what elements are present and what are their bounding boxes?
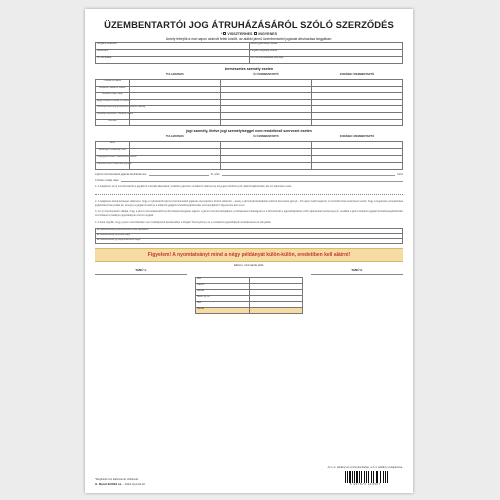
input-cell[interactable] xyxy=(129,99,220,106)
natural-person-title: természetes személy esetén xyxy=(224,67,274,72)
mini-row-label: Az üzembentartói jog átruházásáról szóló nyilatkozat: xyxy=(96,229,403,234)
input-cell[interactable] xyxy=(311,163,402,170)
input-cell[interactable] xyxy=(220,119,311,126)
input-cell[interactable] xyxy=(129,163,220,170)
input-cell[interactable] xyxy=(129,113,220,120)
plate-number-field[interactable]: Forgalmi rendszám: xyxy=(96,43,250,50)
input-cell[interactable] xyxy=(311,156,402,163)
row-label: Képviselő neve / képviselet jogcíme xyxy=(96,163,130,170)
input-cell[interactable] xyxy=(220,106,311,113)
keeper-rights-table xyxy=(95,228,403,244)
col-former-keeper: KORÁBBI ÜZEMBENTARTÓ xyxy=(339,134,375,138)
col-new-keeper: ÚJ ÜZEMBENTARTÓ xyxy=(253,72,279,76)
legal-person-title: jogi személy, illetve jogi személyiséggel nem rendelkező szervezet esetén xyxy=(186,129,312,134)
price-label: A jármű üzembentartói jogának átruházási ára: xyxy=(95,173,147,177)
row-label: Születési családi és utónév xyxy=(96,86,130,93)
vehicle-data-grid xyxy=(95,42,403,64)
witness-row-label: Kelt: xyxy=(196,301,250,307)
chassis-number-field[interactable]: Alvázszám: xyxy=(96,50,250,57)
blank-corner xyxy=(96,73,130,80)
intro-text: Amely létrejött a mai napon alulírott felek között, az alábbi jármű üzembentartói jogának átruházása tárgyában: xyxy=(165,37,333,42)
input-cell[interactable] xyxy=(129,119,220,126)
registration-cert-field[interactable]: Forgalmi engedély száma: xyxy=(249,50,403,57)
input-cell[interactable] xyxy=(129,93,220,100)
clause-1-line[interactable] xyxy=(95,190,403,195)
printer-name: – Pátria Nyomda Zrt. xyxy=(122,483,146,487)
input-cell[interactable] xyxy=(220,156,311,163)
row-label: Családi és utónév xyxy=(96,80,130,87)
input-cell[interactable] xyxy=(311,80,402,87)
payment-label: A fizetés módja, ideje: xyxy=(95,179,120,183)
input-cell[interactable] xyxy=(129,142,220,149)
witness-row-label: Név xyxy=(196,277,250,283)
input-cell[interactable] xyxy=(220,149,311,156)
blank-corner xyxy=(96,135,130,142)
input-cell[interactable] xyxy=(311,99,402,106)
witness-row-label: Aláírás xyxy=(196,289,250,295)
witness-row-label: Szem. ig. sz. xyxy=(196,295,250,301)
footer-left xyxy=(95,478,146,487)
row-label: Születési helye, ideje xyxy=(96,93,130,100)
payment-field[interactable] xyxy=(121,179,403,182)
witness-input[interactable] xyxy=(249,307,303,313)
warning-banner: Figyelem! A nyomtatványt mind a négy példányát külön-külön, eredetiben kell aláírni! xyxy=(95,248,403,262)
row-label: Székhelye / telephelye címe xyxy=(96,149,130,156)
witness-signatures xyxy=(95,269,403,275)
witness-table xyxy=(195,277,303,314)
clause-1: 1. A tulajdonos az új üzembentartót a gépjármű műszaki állapotáról, továbbá a járműre vonatkozó valamennyi lényeges körülményről, adatról tájékoztatta, aki ezt tudomásul vette. xyxy=(95,185,293,189)
footer-note: *Megfelelő rész aláhúzandó, kitöltendő. xyxy=(95,478,139,482)
paid-option-label: VISSZTERHES xyxy=(227,31,253,36)
footer-right xyxy=(328,466,403,487)
witness-1-label: TANÚ 1. xyxy=(95,269,187,275)
input-cell[interactable] xyxy=(311,142,402,149)
contract-type-options xyxy=(95,32,403,36)
input-cell[interactable] xyxy=(129,149,220,156)
input-cell[interactable] xyxy=(311,93,402,100)
input-cell[interactable] xyxy=(220,99,311,106)
payment-line xyxy=(95,179,403,182)
input-cell[interactable] xyxy=(311,119,402,126)
witness-2-label: TANÚ 2. xyxy=(311,269,403,275)
make-type-field[interactable]: Jármű gyártmánya, típusa: xyxy=(249,43,403,50)
clause-3: 3. Az új üzembentartó vállalja, hogy a jármű üzemeltetéséből eredő kötelezettségeket teljesíti, a jármű üzembentartójaként a közlekedési hatóságnál és a biztosítónál a jogszabályokban előírt eljárásokat kezdeményezi, továbbá a jármű kötelező gépjármű-felelősségbiztosítási szerződését a hatályos jogszabályok szerint megköti. xyxy=(95,210,403,217)
odometer-field[interactable]: Km óra állása: xyxy=(96,57,250,64)
clause-4: 4. A felek rögzítik, hogy a jelen szerződésben nem szabályozott kérdésekben a Polgári Törvénykönyv és a vonatkozó jogszabályok rendelkezései az irányadók. xyxy=(95,220,272,224)
input-cell[interactable] xyxy=(129,80,220,87)
form-code: A. Rend 4/2013 sz. xyxy=(95,482,122,487)
asterisk: * xyxy=(221,31,223,36)
input-cell[interactable] xyxy=(220,80,311,87)
row-label: Lakcíme xyxy=(96,119,130,126)
document-title: ÜZEMBENTARTÓI JOG ÁTRUHÁZÁSÁRÓL SZÓLÓ SZERZŐDÉS xyxy=(104,19,394,30)
col-owner: TULAJDONOS xyxy=(165,134,184,138)
free-checkbox[interactable] xyxy=(254,32,257,35)
input-cell[interactable] xyxy=(220,142,311,149)
row-label: Anyja születési családi és utóneve xyxy=(96,99,130,106)
price-line xyxy=(95,173,403,176)
input-cell[interactable] xyxy=(311,106,402,113)
price-unit: Ft, azaz xyxy=(210,173,220,177)
row-label: Személyi azonosító / Okmány száma xyxy=(96,113,130,120)
input-cell[interactable] xyxy=(220,86,311,93)
natural-person-table xyxy=(95,73,403,126)
input-cell[interactable] xyxy=(311,149,402,156)
col-former-keeper: KORÁBBI ÜZEMBENTARTÓ xyxy=(339,72,375,76)
mini-row-label: Az üzembentartói jog kezdő napja: xyxy=(96,234,403,239)
input-cell[interactable] xyxy=(220,163,311,170)
row-label: Cégjegyzékszáma / nyilvántartási száma xyxy=(96,156,130,163)
footer xyxy=(95,466,403,487)
barcode-bar xyxy=(388,471,390,483)
copies-note: Az 1–2. példány az új üzembentartóé, a 3–4. példány a tulajdonosé. xyxy=(327,466,403,470)
price-field[interactable] xyxy=(149,173,209,176)
free-option-label: INGYENES xyxy=(258,31,277,36)
paid-checkbox[interactable] xyxy=(223,32,226,35)
witness-row-label: Lakcím xyxy=(196,283,250,289)
legal-person-table xyxy=(95,135,403,171)
odometer-date-field[interactable]: Km óra leolvasásának időpontja: xyxy=(249,57,403,64)
input-cell[interactable] xyxy=(311,113,402,120)
input-cell[interactable] xyxy=(311,86,402,93)
contract-sheet xyxy=(85,9,413,493)
input-cell[interactable] xyxy=(129,86,220,93)
col-new-keeper: ÚJ ÜZEMBENTARTÓ xyxy=(253,134,279,138)
barcode-number: 5 997874 319567 xyxy=(349,482,381,487)
col-owner: TULAJDONOS xyxy=(165,72,184,76)
mini-row-label: Az üzembentartói jog megszűnésének napja: xyxy=(96,239,403,244)
input-cell[interactable] xyxy=(129,156,220,163)
price-words-field[interactable] xyxy=(222,173,396,176)
witness-intro: Ekltum, mint tanúk előtt: xyxy=(234,263,264,268)
row-label: Neve xyxy=(96,142,130,149)
row-label: Személyazonosság igazolására alkalmas okmány xyxy=(96,106,130,113)
price-end: forint xyxy=(397,173,403,177)
clause-2: 2. A tulajdonos kötelezettséget vállal arra, hogy a nyilvántartott jármű üzembentartói jogának személyében történt változást – amely a járműnyilvántartásban történő átvezetést igényli – 15 napon belül bejelenti. A szerződő felek tudomásul veszik, hogy a bejelentés elmulasztása jogkövetkezményekkel jár, amelyet a gépjármű-adó és a kötelező gépjármű-felelősségbiztosítás szempontjából is figyelembe kell venni. xyxy=(95,200,403,207)
input-cell[interactable] xyxy=(220,113,311,120)
input-cell[interactable] xyxy=(220,93,311,100)
witness-row-label: Aláírás xyxy=(196,307,250,313)
